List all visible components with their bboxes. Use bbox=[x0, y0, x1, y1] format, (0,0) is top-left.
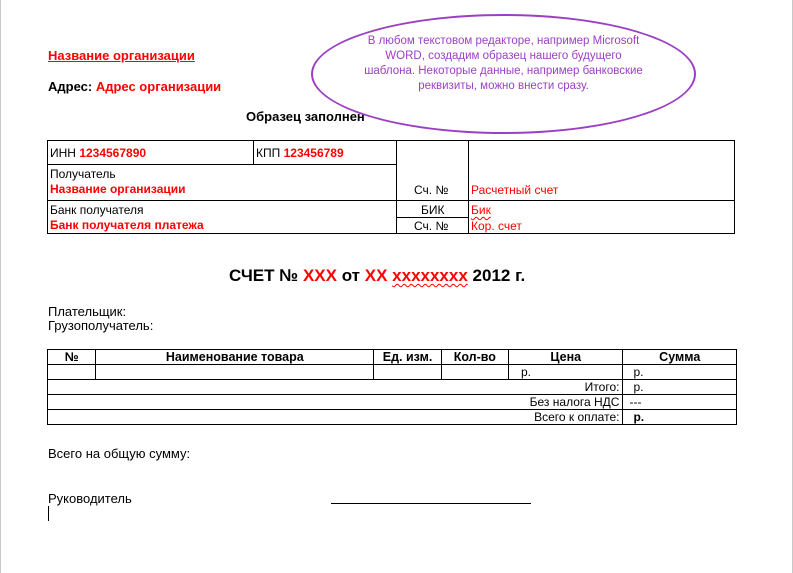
inn-value: 1234567890 bbox=[79, 146, 147, 160]
col-unit: Ед. изм. bbox=[374, 350, 441, 365]
kpp-value: 123456789 bbox=[283, 146, 344, 160]
table-row bbox=[48, 365, 737, 380]
account-label: Сч. № bbox=[414, 183, 449, 197]
bank-value: Банк получателя платежа bbox=[50, 218, 204, 232]
row-number bbox=[48, 365, 96, 380]
bank-label: Банк получателя bbox=[50, 203, 144, 217]
col-price: Цена bbox=[508, 350, 622, 365]
corr-label: Сч. № bbox=[414, 219, 449, 233]
director-label: Руководитель bbox=[48, 491, 132, 506]
row-unit bbox=[374, 365, 441, 380]
callout-bubble bbox=[311, 14, 696, 134]
invoice-year: 2012 г. bbox=[472, 266, 526, 285]
vat-value: --- bbox=[623, 395, 737, 410]
total-value: р. bbox=[623, 380, 737, 395]
corr-value: Кор. счет bbox=[471, 219, 522, 233]
bik-value-text: Бик bbox=[471, 203, 491, 217]
inn-label: ИНН bbox=[50, 146, 76, 160]
text-cursor bbox=[48, 506, 49, 521]
total-label: Итого: bbox=[48, 380, 623, 395]
invoice-prefix: СЧЕТ № bbox=[229, 266, 299, 285]
kpp-cell bbox=[256, 146, 344, 160]
bik-value bbox=[471, 203, 491, 217]
page-left-edge bbox=[0, 0, 1, 573]
consignee-label: Грузополучатель: bbox=[48, 318, 154, 333]
payer-label: Плательщик: bbox=[48, 304, 127, 319]
row-qty bbox=[441, 365, 508, 380]
bank-details-table bbox=[47, 140, 735, 234]
row-sum: р. bbox=[623, 365, 737, 380]
address-value: Адрес организации bbox=[95, 79, 222, 94]
callout-text: В любом текстовом редакторе, например Microsoft WORD, создадим образец нашего будущего шаблона. Некоторые данные, например банковские реквизиты, можно внести сразу. bbox=[364, 35, 643, 92]
col-name: Наименование товара bbox=[96, 350, 374, 365]
goods-header-row bbox=[48, 350, 737, 365]
due-value: р. bbox=[623, 410, 737, 425]
kpp-label: КПП bbox=[256, 146, 281, 160]
bik-label: БИК bbox=[421, 203, 445, 217]
row-name bbox=[96, 365, 374, 380]
invoice-number: XXX bbox=[302, 266, 337, 285]
invoice-from: от bbox=[341, 266, 360, 285]
inn-cell bbox=[50, 146, 146, 160]
invoice-day: XX bbox=[364, 266, 388, 285]
org-name: Название организации bbox=[48, 48, 195, 63]
total-row bbox=[48, 380, 737, 395]
address-line bbox=[48, 79, 221, 94]
col-sum: Сумма bbox=[623, 350, 737, 365]
total-sum-label: Всего на общую сумму: bbox=[48, 446, 191, 461]
invoice-month: xxxxxxxx bbox=[392, 266, 468, 285]
vat-label: Без налога НДС bbox=[48, 395, 623, 410]
account-value: Расчетный счет bbox=[471, 183, 559, 197]
address-label: Адрес: bbox=[48, 79, 93, 94]
row-price: р. bbox=[508, 365, 622, 380]
vat-row bbox=[48, 395, 737, 410]
col-qty: Кол-во bbox=[441, 350, 508, 365]
invoice-title bbox=[229, 266, 525, 286]
due-label: Всего к оплате: bbox=[48, 410, 623, 425]
due-row bbox=[48, 410, 737, 425]
col-number: № bbox=[48, 350, 96, 365]
recipient-label: Получатель bbox=[50, 167, 116, 181]
sample-title: Образец заполнен bbox=[246, 109, 365, 124]
goods-table bbox=[47, 349, 737, 425]
signature-line bbox=[331, 503, 531, 504]
recipient-value: Название организации bbox=[50, 182, 186, 196]
